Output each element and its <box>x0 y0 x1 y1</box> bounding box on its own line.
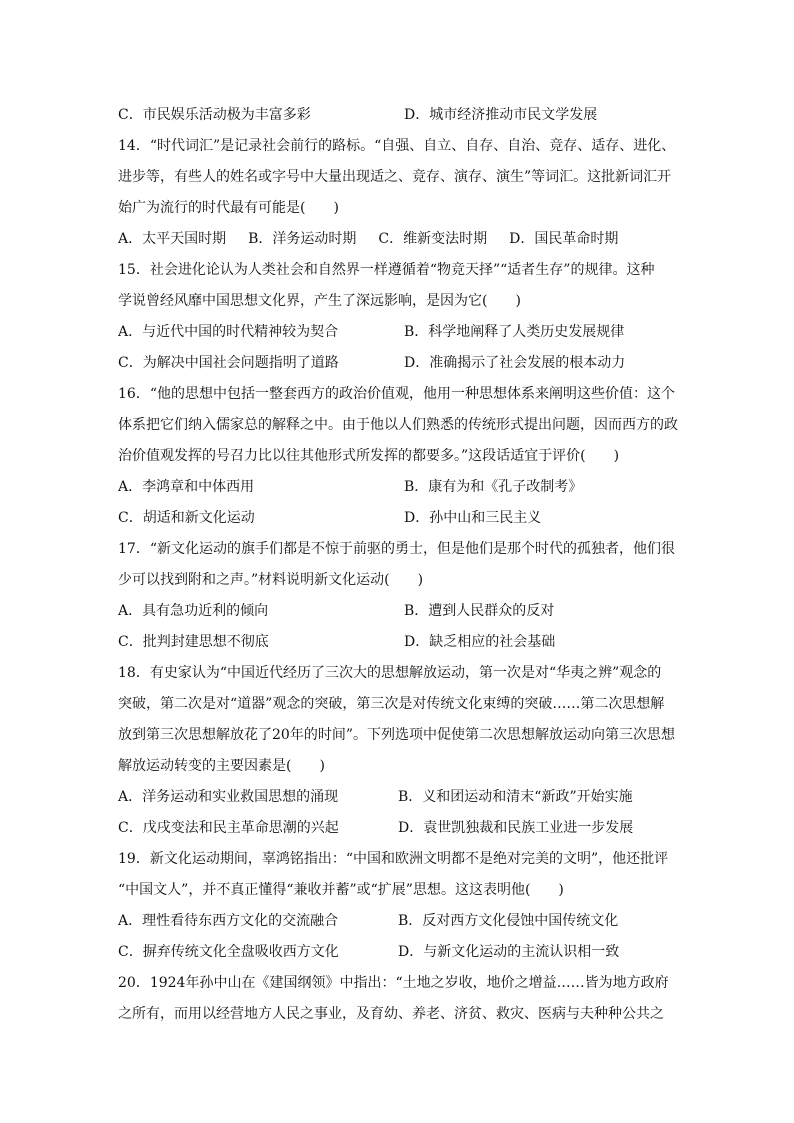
option-c: C．戊戌变法和民主革命思潮的兴起 <box>118 820 339 836</box>
question-14-stem-line: 进步等，有些人的姓名或字号中大量出现适之、竞存、演存、演生”等词汇。这批新词汇开 <box>118 169 672 185</box>
option-a: A．理性看待东西方文化的交流融合 <box>118 913 339 929</box>
option-b: B．康有为和《孔子改制考》 <box>404 479 583 495</box>
question-17-stem-line: 少可以找到附和之声。”材料说明新文化运动( ) <box>118 572 424 588</box>
option-a: A．李鸿章和中体西用 <box>118 479 255 495</box>
option-b: B．科学地阐释了人类历史发展规律 <box>404 324 625 340</box>
option-d: D．与新文化运动的主流认识相一致 <box>398 944 620 960</box>
question-14-options <box>118 224 678 255</box>
question-18-stem-line: 突破，第二次是对“道器”观念的突破，第三次是对传统文化束缚的突破……第二次思想解 <box>118 696 665 712</box>
option-b: B．义和团运动和清末“新政”开始实施 <box>398 789 633 805</box>
question-15-stem-line: 15．社会进化论认为人类社会和自然界一样遵循着“物竞天择”“适者生存”的规律。这种 <box>118 262 655 278</box>
question-16-options-row-2 <box>118 503 678 534</box>
option-c: C．为解决中国社会问题指明了道路 <box>118 355 339 371</box>
question-16-stem-line: 体系把它们纳入儒家总的解释之中。由于他以人们熟悉的传统形式提出问题，因而西方的政 <box>118 417 678 433</box>
option-d: D．城市经济推动市民文学发展 <box>404 107 598 123</box>
question-18-options-row-1 <box>118 782 678 813</box>
option-d: D．准确揭示了社会发展的根本动力 <box>404 355 626 371</box>
question-18-stem-line: 放到第三次思想解放花了20年的时间”。下列选项中促使第二次思想解放运动向第三次思想 <box>118 727 675 743</box>
option-a: A．与近代中国的时代精神较为契合 <box>118 324 339 340</box>
question-17-stem-line: 17．“新文化运动的旗手们都是不惊于前驱的勇士，但是他们是那个时代的孤独者，他们很 <box>118 541 675 557</box>
option-a: A．太平天国时期 <box>118 231 227 247</box>
question-19-stem-line: “中国文人”，并不真正懂得“兼收并蓄”或“扩展”思想。这这表明他( ) <box>118 882 564 898</box>
question-15-stem-line: 学说曾经风靡中国思想文化界，产生了深远影响，是因为它( ) <box>118 293 521 309</box>
question-17-options-row-2 <box>118 627 678 658</box>
question-13-options <box>118 100 678 131</box>
question-14-stem-line: 始广为流行的时代最有可能是( ) <box>118 200 339 216</box>
option-d: D．孙中山和三民主义 <box>404 510 542 526</box>
question-19-options-row-2 <box>118 937 678 968</box>
question-15-options-row-2 <box>118 348 678 379</box>
question-18-stem-line: 解放运动转变的主要因素是( ) <box>118 758 325 774</box>
question-19-options-row-1 <box>118 906 678 937</box>
option-c: C．市民娱乐活动极为丰富多彩 <box>118 107 311 123</box>
question-15-options-row-1 <box>118 317 678 348</box>
question-17-options-row-1 <box>118 596 678 627</box>
question-20-stem-line: 之所有，而用以经营地方人民之事业，及育幼、养老、济贫、救灾、医病与夫种种公共之 <box>118 1006 664 1022</box>
option-d: D．缺乏相应的社会基础 <box>404 634 556 650</box>
option-a: A．洋务运动和实业救国思想的涌现 <box>118 789 339 805</box>
question-18-stem-line: 18．有史家认为“中国近代经历了三次大的思想解放运动，第一次是对“华夷之辨”观念的 <box>118 665 662 681</box>
option-a: A．具有急功近利的倾向 <box>118 603 269 619</box>
question-16-stem-line: 治价值观发挥的号召力比以往其他形式所发挥的都要多。”这段话适宜于评价( ) <box>118 448 620 464</box>
option-c: C．批判封建思想不彻底 <box>118 634 269 650</box>
question-18-options-row-2 <box>118 813 678 844</box>
option-c: C．胡适和新文化运动 <box>118 510 255 526</box>
option-c: C．维新变法时期 <box>378 231 488 247</box>
question-14-stem-line: 14．“时代词汇”是记录社会前行的路标。“自强、自立、自存、自治、竞存、适存、进化、 <box>118 138 676 154</box>
question-20-stem-line: 20．1924年孙中山在《建国纲领》中指出：“土地之岁收，地价之增益……皆为地方政府 <box>118 975 669 991</box>
option-d: D．袁世凯独裁和民族工业进一步发展 <box>398 820 634 836</box>
option-b: B．反对西方文化侵蚀中国传统文化 <box>398 913 619 929</box>
option-b: B．遭到人民群众的反对 <box>404 603 555 619</box>
option-d: D．国民革命时期 <box>509 231 619 247</box>
question-16-options-row-1 <box>118 472 678 503</box>
option-c: C．摒弃传统文化全盘吸收西方文化 <box>118 944 339 960</box>
exam-page <box>118 100 678 1030</box>
option-b: B．洋务运动时期 <box>248 231 357 247</box>
question-19-stem-line: 19．新文化运动期间，辜鸿铭指出：“中国和欧洲文明都不是绝对完美的文明”，他还批评 <box>118 851 669 867</box>
question-16-stem-line: 16．“他的思想中包括一整套西方的政治价值观，他用一种思想体系来阐明这些价值：这个 <box>118 386 675 402</box>
